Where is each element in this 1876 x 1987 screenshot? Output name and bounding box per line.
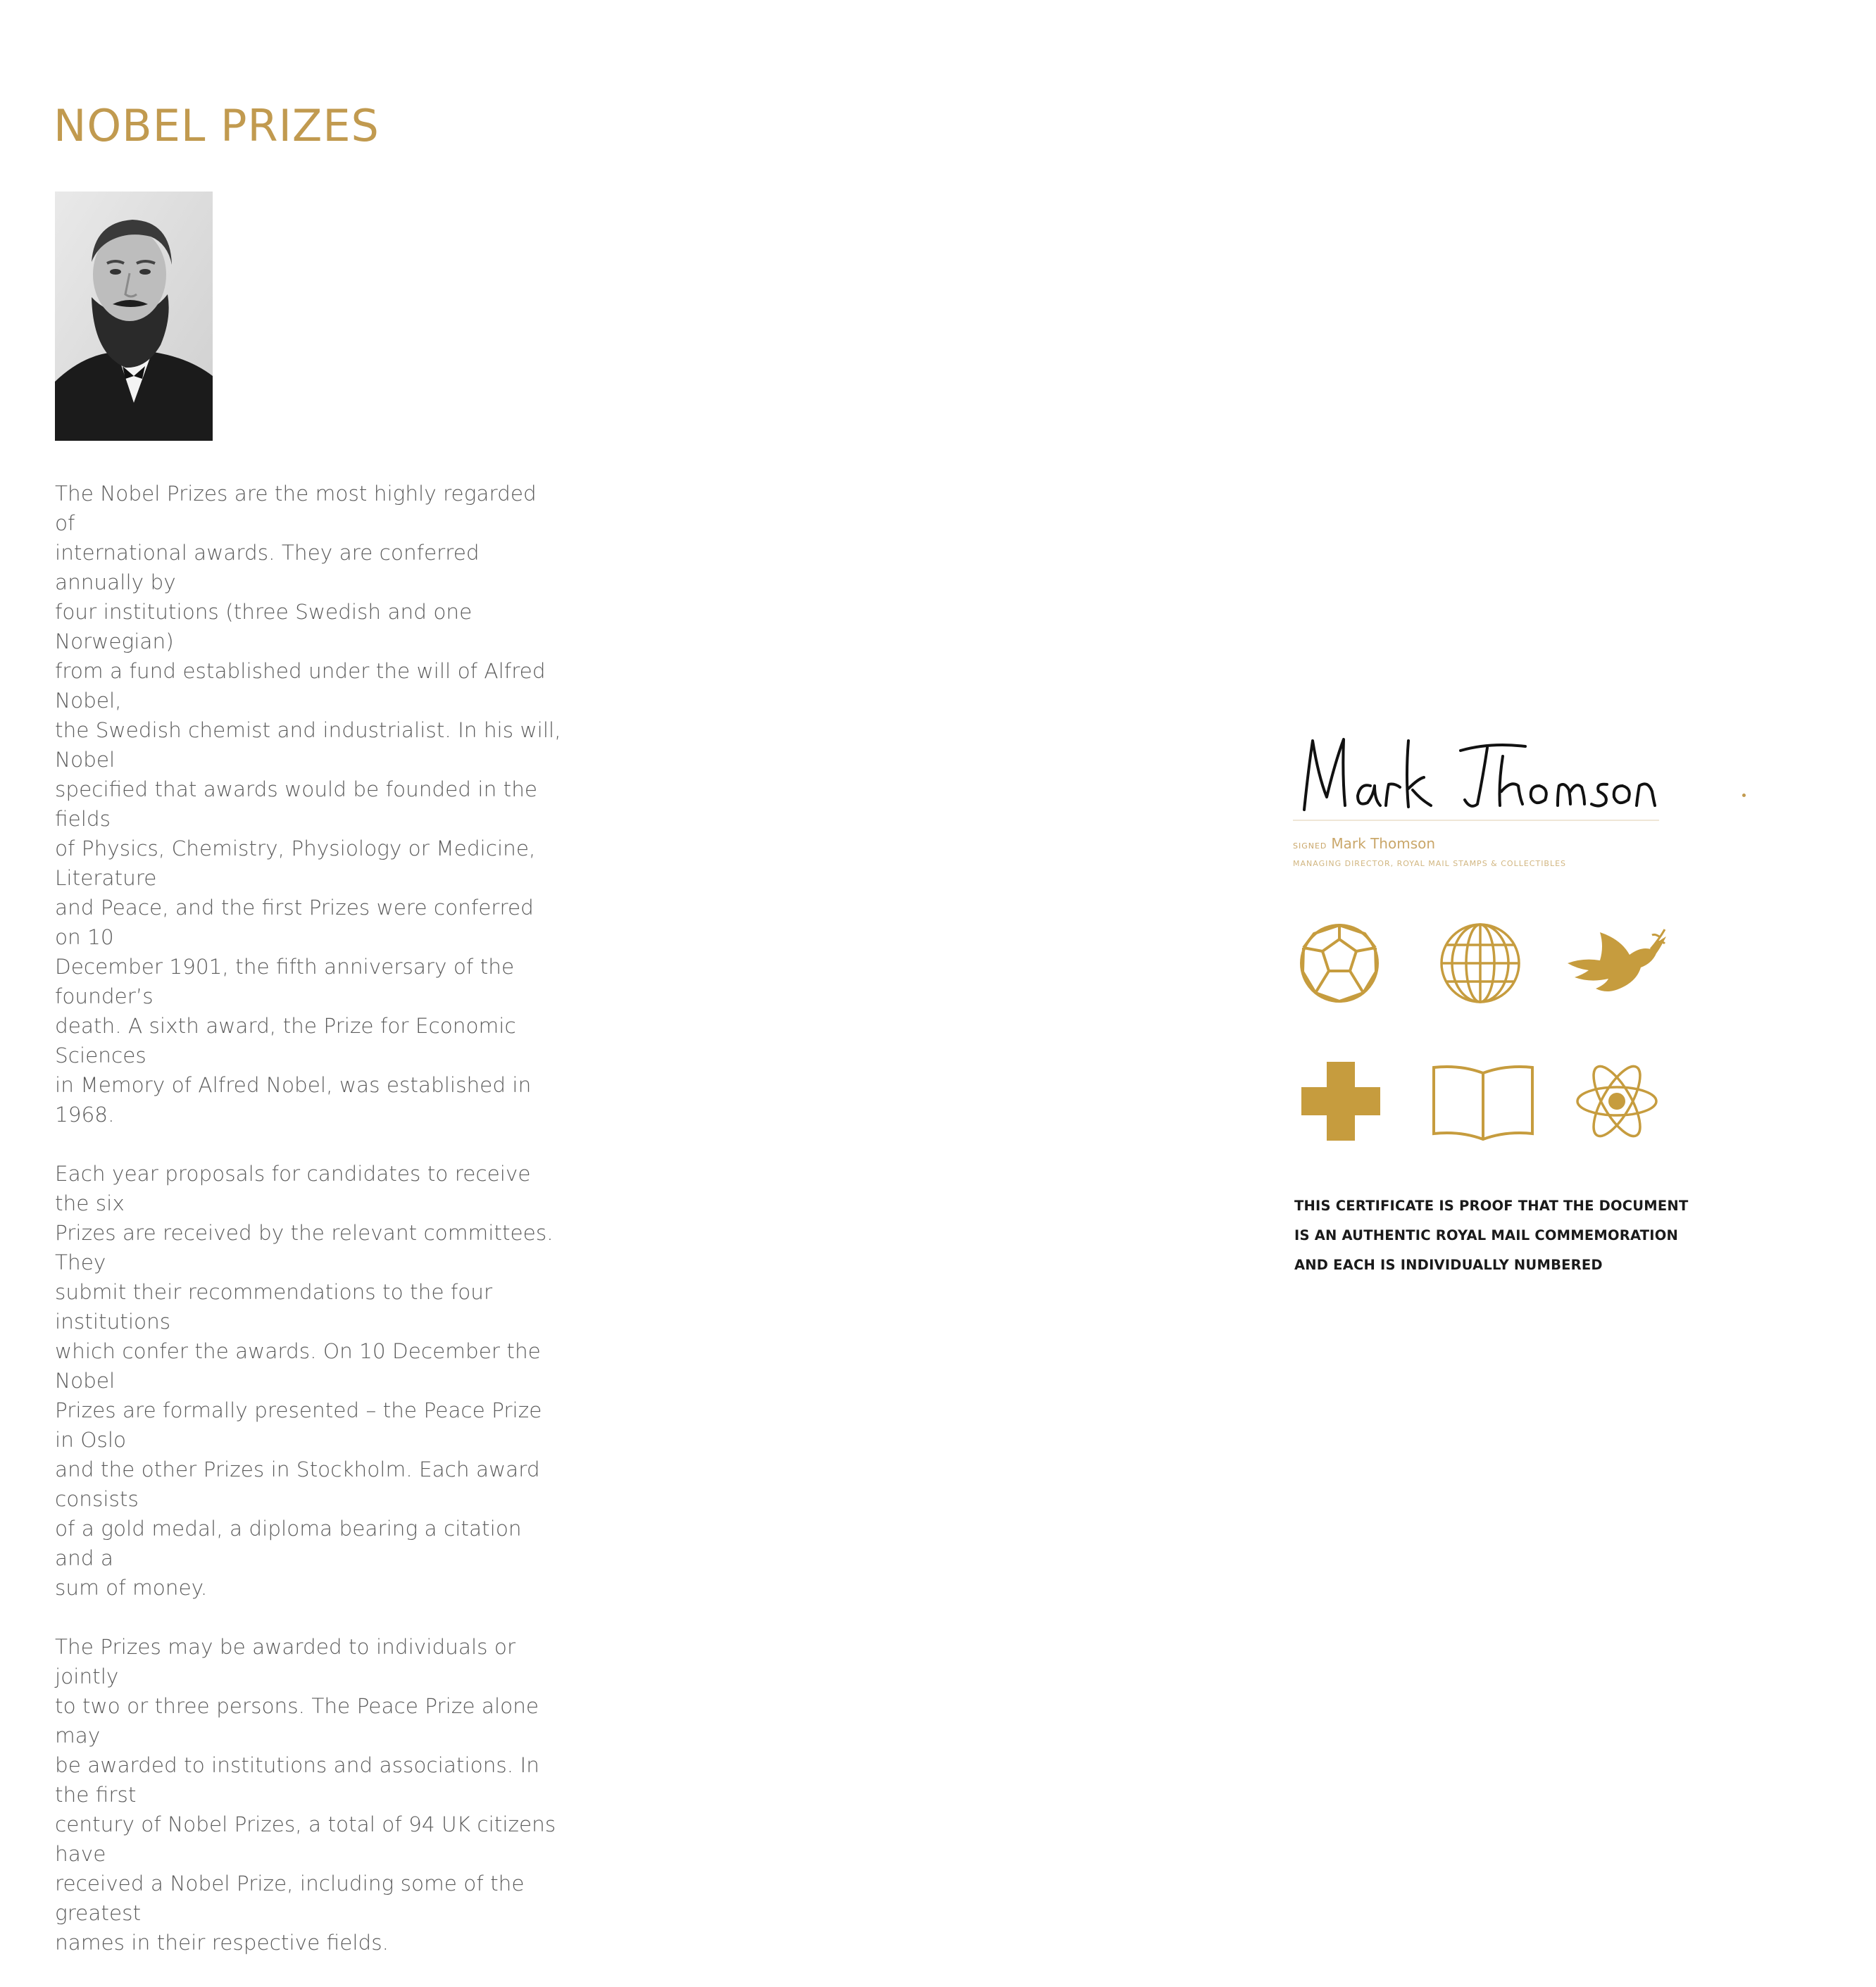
gold-dot [1742,794,1746,797]
paragraph-process: Each year proposals for candidates to receive the six Prizes are received by the relevant committees. They submit their recommendations to the four institutions which confer the awards. On 10 December the Nobel Prizes are formally presented – the Peace Prize in Oslo and the other Prizes in Stockholm. Each award consists of a gold medal, a diploma bearing a citation and a sum of money. [55,1162,554,1600]
body-text [55,479,562,1987]
signed-prefix: SIGNED [1293,841,1327,851]
medical-cross-icon [1300,1060,1382,1142]
certificate-line: IS AN AUTHENTIC ROYAL MAIL COMMEMORATION [1294,1227,1679,1243]
signatory-name: Mark Thomson [1331,835,1436,852]
open-book-icon [1430,1063,1537,1142]
globe-icon [1438,921,1522,1005]
atom-icon [1575,1059,1659,1143]
signatory-title: MANAGING DIRECTOR, ROYAL MAIL STAMPS & COLLECTIBLES [1293,859,1567,868]
signature-rule [1293,820,1659,821]
handwritten-signature [1293,727,1659,818]
molecule-icon [1297,921,1382,1005]
paragraph-recipients: The Prizes may be awarded to individuals or jointly to two or three persons. The Peace Prize alone may be awarded to institutions and associations. In the first century of Nobel Prizes, a total of 94 UK citizens have received a Nobel Prize, including some of the greatest names in their respective fields. [55,1635,556,1955]
certificate-statement [1294,1191,1689,1280]
alfred-nobel-portrait [55,192,213,441]
page-title: NOBEL PRIZES [54,100,380,151]
paragraph-history: The Nobel Prizes are the most highly regarded of international awards. They are conferred annually by four institutions (three Swedish and one Norwegian) from a fund established under the will of Alfred Nobel, the Swedish chemist and industrialist. In his will, Nobel specified that awards would be founded in the fields of Physics, Chemistry, Physiology or Medicine, Literature and Peace, and the first Prizes were conferred on 10 December 1901, the fifth anniversary of the founder’s death. A sixth award, the Prize for Economic Sciences in Memory of Alfred Nobel, was established in 1968. [55,482,561,1127]
certificate-line: AND EACH IS INDIVIDUALLY NUMBERED [1294,1257,1603,1273]
signed-line [1293,835,1435,852]
dove-icon [1562,921,1668,1005]
certificate-line: THIS CERTIFICATE IS PROOF THAT THE DOCUMENT [1294,1198,1689,1214]
